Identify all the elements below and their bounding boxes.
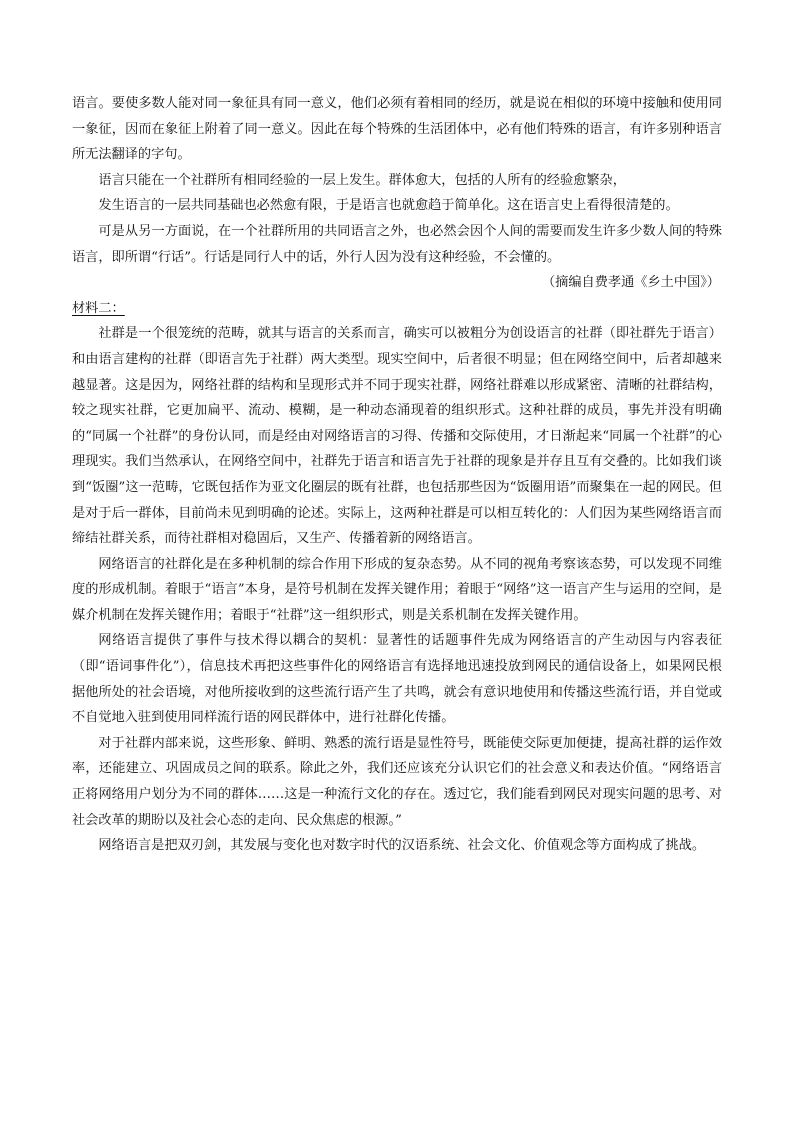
material2-heading-text: 材料二： bbox=[72, 300, 125, 316]
article-page bbox=[72, 91, 722, 859]
material2-paragraph-1: 社群是一个很笼统的范畴，就其与语言的关系而言，确实可以被粗分为创设语言的社群（即社群先于语言）和由语言建构的社群（即语言先于社群）两大类型。现实空间中，后者很不明显；但在网络空间中，后者却越来越显著。这是因为，网络社群的结构和呈现形式并不同于现实社群，网络社群难以形成紧密、清晰的社群结构，较之现实社群，它更加扁平、流动、模糊，是一种动态涌现着的组织形式。这种社群的成员，事先并没有明确的“同属一个社群”的身份认同，而是经由对网络语言的习得、传播和交际使用，才日渐起来“同属一个社群”的心理现实。我们当然承认，在网络空间中，社群先于语言和语言先于社群的现象是并存且互有交叠的。比如我们谈到“饭圈”这一范畴，它既包括作为亚文化圈层的既有社群，也包括那些因为“饭圈用语”而聚集在一起的网民。但是对于后一群体，目前尚未见到明确的论述。实际上，这两种社群是可以相互转化的：人们因为某些网络语言而缔结社群关系，而待社群相对稳固后，又生产、传播着新的网络语言。 bbox=[72, 326, 722, 547]
material2-paragraph-3: 网络语言提供了事件与技术得以耦合的契机：显著性的话题事件先成为网络语言的产生动因与内容表征（即“语词事件化”），信息技术再把这些事件化的网络语言有选择地迅速投放到网民的通信设备上，如果网民根据他所处的社会语境，对他所接收到的这些流行语产生了共鸣，就会有意识地使用和传播这些流行语，并自觉或不自觉地入驻到使用同样流行语的网民群体中，进行社群化传播。 bbox=[72, 633, 722, 726]
material2-heading bbox=[72, 296, 722, 322]
material1-paragraph-3: 发生语言的一层共同基础也必然愈有限，于是语言也就愈趋于简单化。这在语言史上看得很清楚的。 bbox=[98, 198, 679, 214]
material1-source: （摘编自费孝通《乡土中国》） bbox=[541, 275, 720, 291]
material2-paragraph-2: 网络语言的社群化是在多种机制的综合作用下形成的复杂态势。从不同的视角考察该态势，可以发现不同维度的形成机制。着眼于“语言”本身，是符号机制在发挥关键作用；着眼于“网络”这一语言产生与运用的空间，是媒介机制在发挥关键作用；着眼于“社群”这一组织形式，则是关系机制在发挥关键作用。 bbox=[72, 556, 722, 623]
material2-paragraph-4: 对于社群内部来说，这些形象、鲜明、熟悉的流行语是显性符号，既能使交际更加便捷，提高社群的运作效率，还能建立、巩固成员之间的联系。除此之外，我们还应该充分认识它们的社会意义和表达价值。“网络语言正将网络用户划分为不同的群体……这是一种流行文化的存在。透过它，我们能看到网民对现实问题的思考、对社会改革的期盼以及社会心态的走向、民众焦虑的根源。” bbox=[72, 735, 722, 828]
material1-paragraph-2: 语言只能在一个社群所有相同经验的一层上发生。群体愈大，包括的人所有的经验愈繁杂， bbox=[98, 172, 626, 188]
material1-paragraph-4: 可是从另一方面说，在一个社群所用的共同语言之外，也必然会因个人间的需要而发生许多少数人间的特殊语言，即所谓“行话”。行话是同行人中的话，外行人因为没有这种经验，不会懂的。 bbox=[72, 223, 722, 265]
material2-paragraph-5: 网络语言是把双刃剑，其发展与变化也对数字时代的汉语系统、社会文化、价值观念等方面构成了挑战。 bbox=[98, 838, 706, 854]
material1-paragraph-1: 语言。要使多数人能对同一象征具有同一意义，他们必须有着相同的经历，就是说在相似的环境中接触和使用同一象征，因而在象征上附着了同一意义。因此在每个特殊的生活团体中，必有他们特殊的语言，有许多别种语言所无法翻译的字句。 bbox=[72, 96, 722, 163]
